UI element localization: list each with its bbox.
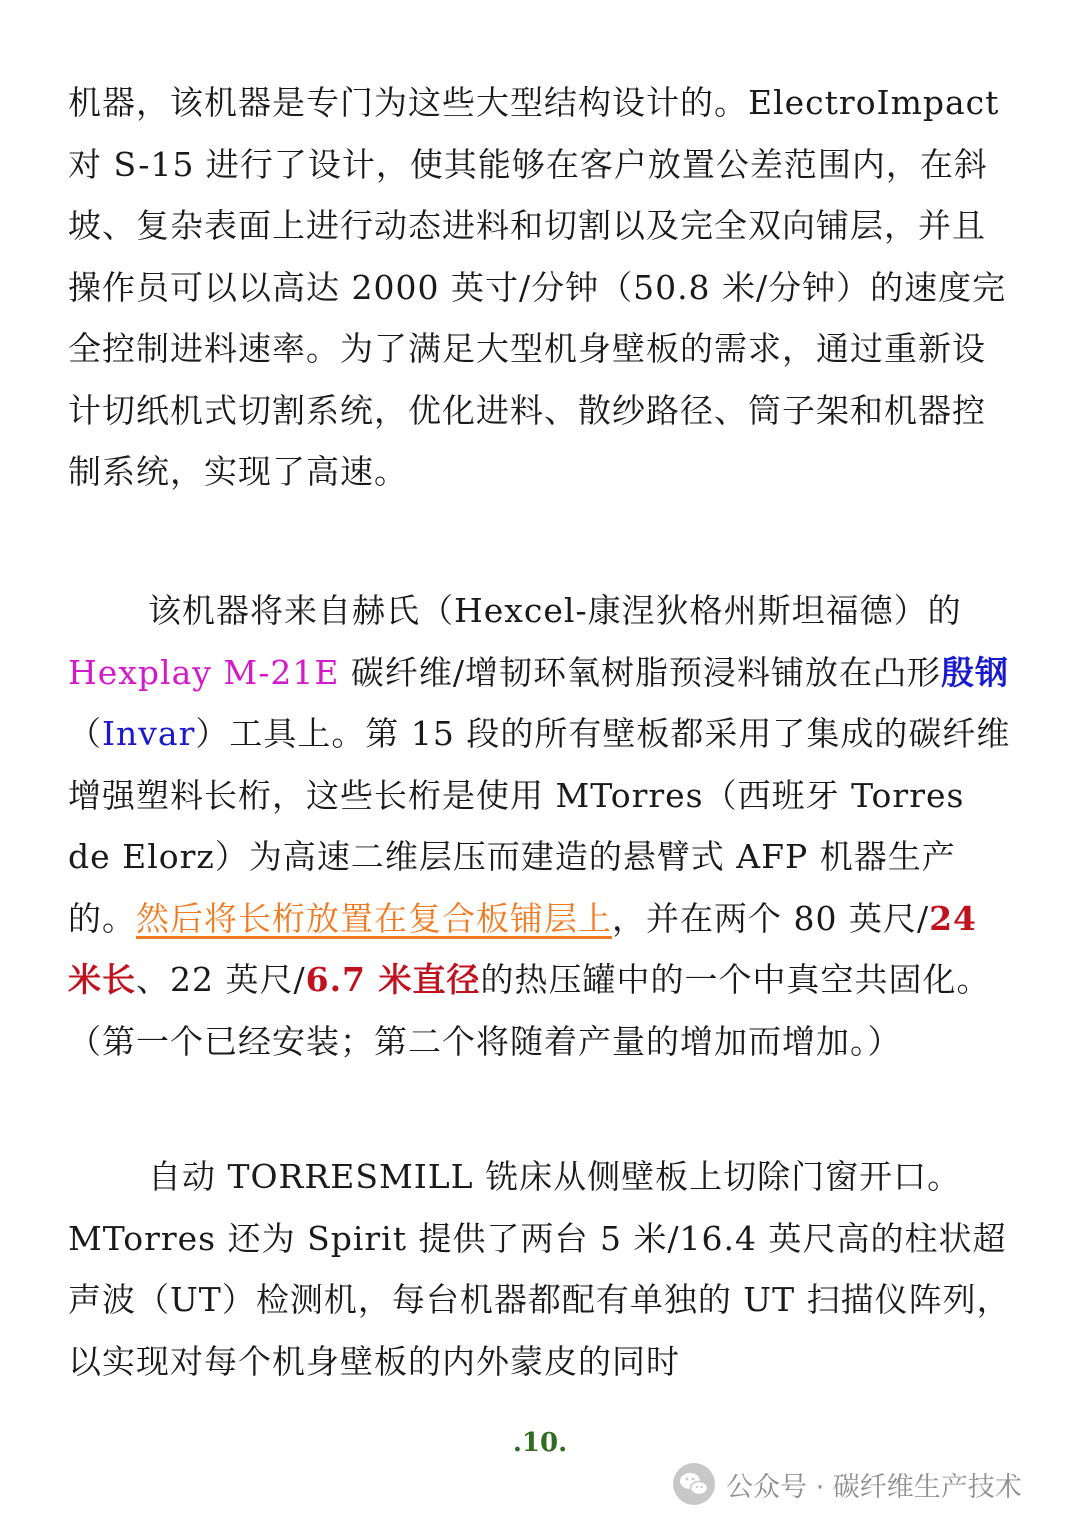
- watermark-text: 公众号 · 碳纤维生产技术: [726, 1471, 1022, 1503]
- paragraph-2-text-2: 碳纤维/增韧环氧树脂预浸料铺放在凸形: [339, 652, 942, 692]
- paragraph-3-text: 自动 TORRESMILL 铣床从侧壁板上切除门窗开口。MTorres 还为 Spirit 提供了两台 5 米/16.4 英尺高的柱状超声波（UT）检测机，每台机器都配有单独的 UT 扫描仪阵列，以实现对每个机身壁板的内外蒙皮的同时: [68, 1157, 1011, 1381]
- paragraph-1-text: 机器，该机器是专门为这些大型结构设计的。ElectroImpact 对 S-15 进行了设计，使其能够在客户放置公差范围内，在斜坡、复杂表面上进行动态进料和切割以及完全双向铺层，并且操作员可以以高达 2000 英寸/分钟（50.8 米/分钟）的速度完全控制进料速率。为了满足大型机身壁板的需求，通过重新设计切纸机式切割系统，优化进料、散纱路径、筒子架和机器控制系统，实现了高速。: [68, 83, 1007, 491]
- highlighted-sentence: 然后将长桁放置在复合板铺层上: [136, 898, 612, 938]
- invar-chinese-term: 殷钢: [941, 652, 1010, 692]
- autoclave-diameter: 6.7 米直径: [305, 960, 481, 999]
- paragraph-2-text-7: 的热压罐中的一个中真空共固化。（第一个已经安装；第二个将随着产量的增加而增加。）: [68, 960, 991, 1061]
- paragraph-2-text-4: ）工具上。第 15 段的所有壁板都采用了集成的碳纤维增强塑料长桁，这些长桁是使用 MTorres（西班牙 Torres de Elorz）为高速二维层压而建造的悬臂式 AFP 机器生产的。: [68, 714, 1011, 938]
- paragraph-2-text-5: ，并在两个 80 英尺/: [612, 898, 930, 938]
- autoclave-length: 24 米长: [68, 898, 978, 999]
- paragraph-2-text-6: 、22 英尺/: [136, 960, 306, 999]
- paragraph-1: [68, 72, 1018, 503]
- wechat-icon: [672, 1462, 716, 1506]
- paragraph-3: [68, 1146, 1018, 1392]
- paragraph-2-text-3: （: [68, 714, 102, 753]
- paragraph-2-text-1: 该机器将来自赫氏（Hexcel-康涅狄格州斯坦福德）的: [148, 591, 962, 630]
- paragraph-2: [68, 580, 1018, 1072]
- page-number: .10.: [512, 1428, 568, 1458]
- wechat-watermark: [672, 1462, 1022, 1506]
- invar-english-term: Invar: [102, 714, 196, 753]
- hexplay-term: Hexplay M-21E: [68, 652, 340, 692]
